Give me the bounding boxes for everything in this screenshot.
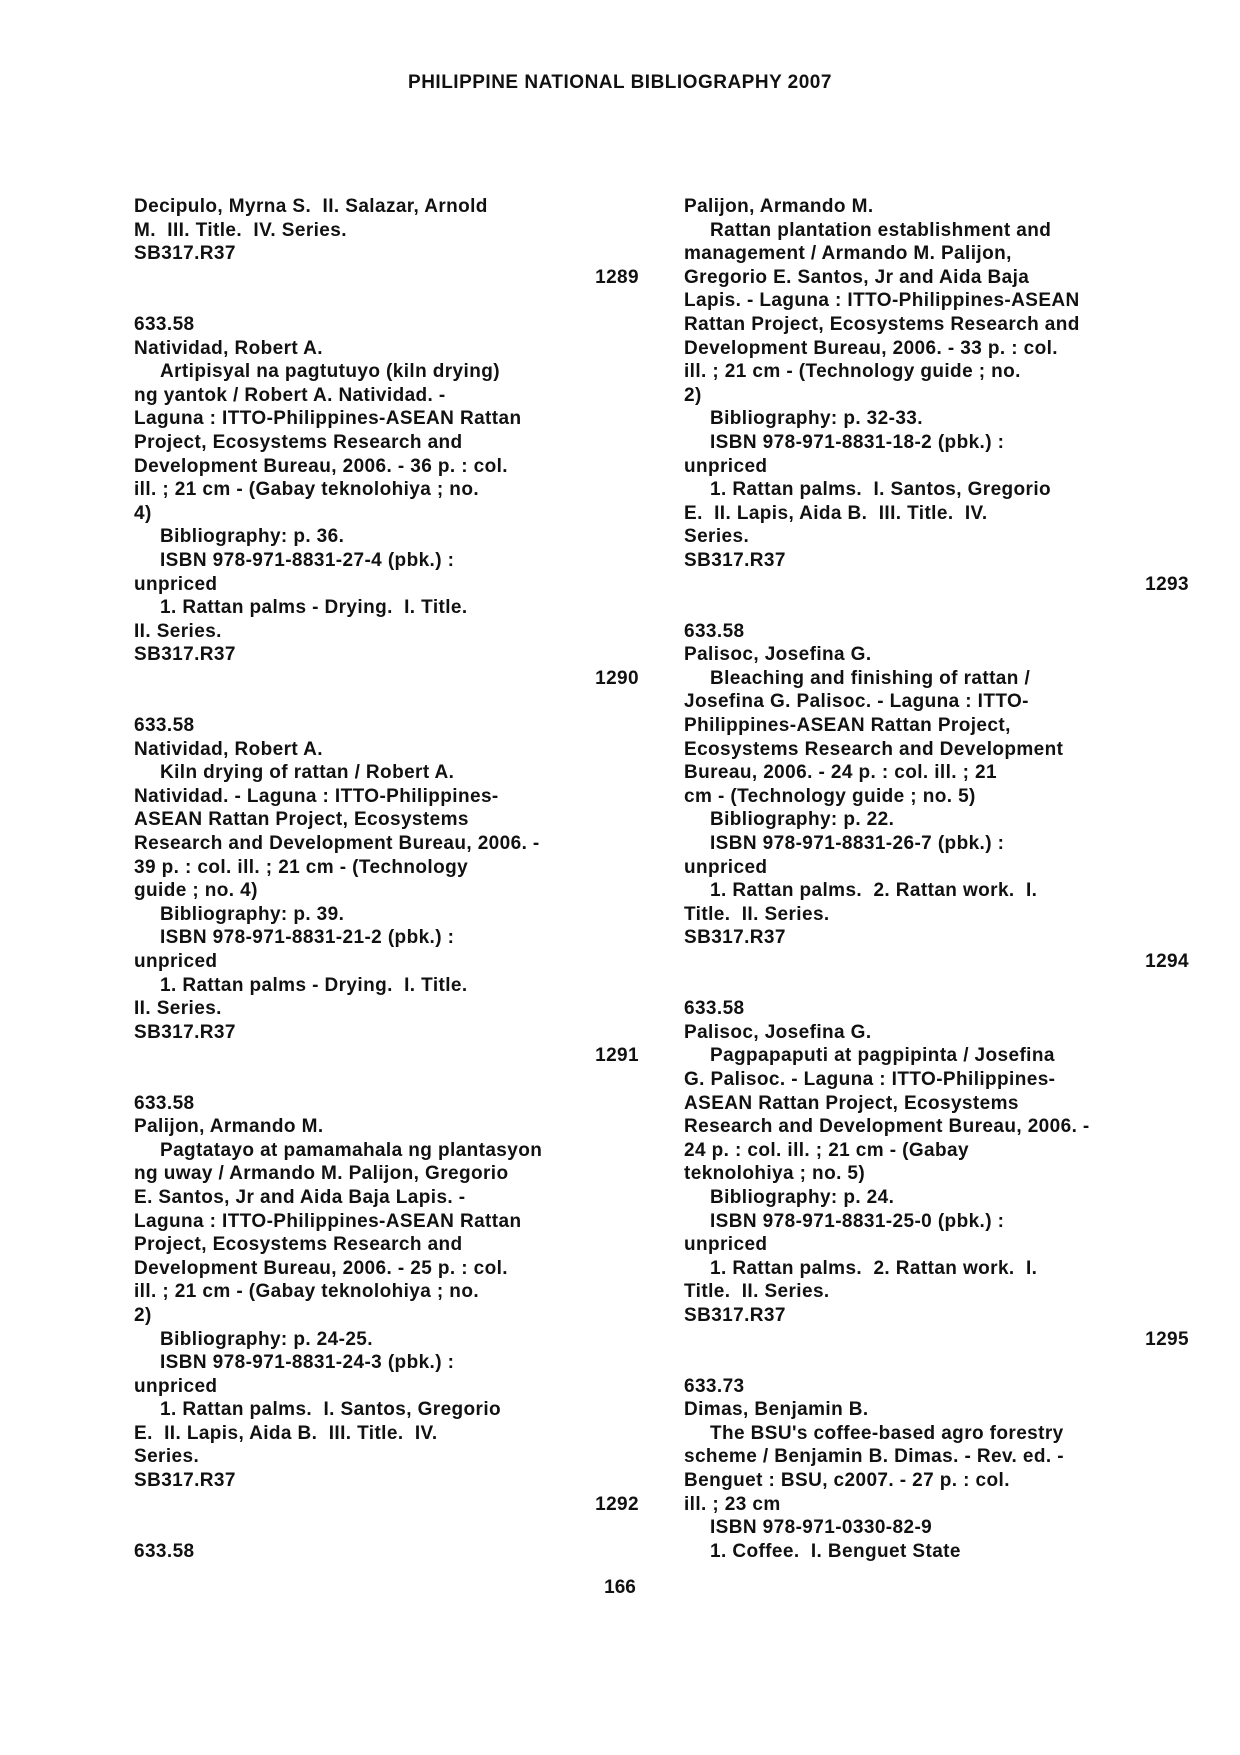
entry-line: Rattan Project, Ecosystems Research and [684,313,1080,335]
entry-line: teknolohiya ; no. 5) [684,1163,866,1185]
entry-line: ISBN 978-971-0330-82-9 [710,1517,933,1539]
entry-line: Bibliography: p. 24-25. [160,1328,373,1350]
entry-line: ill. ; 23 cm [684,1493,781,1515]
entry-line: 633.73 [684,1375,745,1397]
entry-line: SB317.R37 [134,1021,236,1043]
entry-line: SB317.R37 [684,1304,786,1326]
entry-line: ill. ; 21 cm - (Gabay teknolohiya ; no. [134,479,480,501]
entry-line: The BSU's coffee-based agro forestry [710,1422,1064,1444]
entry-line: ISBN 978-971-8831-21-2 (pbk.) : [160,927,455,949]
entry-line: ISBN 978-971-8831-27-4 (pbk.) : [160,549,455,571]
entry-line: Palisoc, Josefina G. [684,1021,872,1043]
blank-line [134,289,639,313]
left-column [134,195,639,1563]
entry-line: unpriced [134,573,218,595]
entry-line: 2) [684,384,702,406]
entry-line: 1. Rattan palms. 2. Rattan work. I. [710,1257,1038,1279]
entry-line: Palisoc, Josefina G. [684,644,872,666]
entry-line: Bibliography: p. 39. [160,903,345,925]
entry-line: Bureau, 2006. - 24 p. : col. ill. ; 21 [684,762,997,784]
entry-line: Title. II. Series. [684,903,830,925]
entry-line: Dimas, Benjamin B. [684,1399,869,1421]
entry-line: Project, Ecosystems Research and [134,1234,463,1256]
blank-line [134,1068,639,1092]
entry-line: 1. Coffee. I. Benguet State [710,1540,961,1562]
entry-line: 633.58 [134,313,195,335]
entry-number: 1292 [595,1493,639,1515]
entry-line: Development Bureau, 2006. - 36 p. : col. [134,455,508,477]
entry-line: 1. Rattan palms - Drying. I. Title. [160,974,468,996]
entry-line: II. Series. [134,998,222,1020]
entry-line: Development Bureau, 2006. - 25 p. : col. [134,1257,508,1279]
entry-line: II. Series. [134,620,222,642]
entry-line: ill. ; 21 cm - (Gabay teknolohiya ; no. [134,1281,480,1303]
entry-line: Palijon, Armando M. [134,1116,324,1138]
entry-line: Bleaching and finishing of rattan / [710,667,1031,689]
entry-line: Kiln drying of rattan / Robert A. [160,762,455,784]
entry-line: 4) [134,502,152,524]
entry-number: 1289 [595,266,639,288]
entry-line: Bibliography: p. 32-33. [710,408,923,430]
blank-line [684,974,1189,998]
entry-line: scheme / Benjamin B. Dimas. - Rev. ed. - [684,1446,1064,1468]
entry-number: 1290 [595,667,639,689]
entry-line: Natividad, Robert A. [134,738,323,760]
entry-line: Bibliography: p. 22. [710,809,895,831]
entry-line: Lapis. - Laguna : ITTO-Philippines-ASEAN [684,290,1080,312]
blank-line [134,1516,639,1540]
page-number: 166 [604,1577,636,1598]
entry-line: ng uway / Armando M. Palijon, Gregorio [134,1163,509,1185]
entry-line: 633.58 [684,998,745,1020]
entry-line: Rattan plantation establishment and [710,219,1052,241]
entry-line: 1. Rattan palms. I. Santos, Gregorio [710,479,1052,501]
entry-line: Palijon, Armando M. [684,196,874,217]
entry-line: Decipulo, Myrna S. II. Salazar, Arnold [134,196,488,217]
entry-line: Research and Development Bureau, 2006. - [684,1116,1090,1138]
entry-line: Series. [684,526,750,548]
entry-line: cm - (Technology guide ; no. 5) [684,785,976,807]
page-header: PHILIPPINE NATIONAL BIBLIOGRAPHY 2007 [408,72,832,93]
entry-line: Bibliography: p. 36. [160,526,345,548]
entry-line: guide ; no. 4) [134,880,258,902]
entry-line: E. Santos, Jr and Aida Baja Lapis. - [134,1186,466,1208]
entry-line: Pagpapaputi at pagpipinta / Josefina [710,1045,1055,1067]
entry-line: ng yantok / Robert A. Natividad. - [134,384,446,406]
entry-line: 24 p. : col. ill. ; 21 cm - (Gabay [684,1139,969,1161]
entry-line: Philippines-ASEAN Rattan Project, [684,715,1011,737]
entry-line: ISBN 978-971-8831-18-2 (pbk.) : [710,431,1005,453]
right-column [684,195,1189,1563]
entry-number: 1295 [1145,1328,1189,1350]
entry-line: 2) [134,1304,152,1326]
entry-line: Ecosystems Research and Development [684,738,1064,760]
entry-line: Natividad. - Laguna : ITTO-Philippines- [134,785,499,807]
entry-line: G. Palisoc. - Laguna : ITTO-Philippines- [684,1068,1056,1090]
blank-line [134,690,639,714]
entry-line: SB317.R37 [134,1470,236,1492]
entry-line: 633.58 [134,715,195,737]
entry-line: Artipisyal na pagtutuyo (kiln drying) [160,361,500,383]
entry-line: Research and Development Bureau, 2006. - [134,833,540,855]
entry-line: Series. [134,1446,200,1468]
entry-line: Natividad, Robert A. [134,337,323,359]
entry-line: E. II. Lapis, Aida B. III. Title. IV. [684,502,988,524]
entry-line: Title. II. Series. [684,1281,830,1303]
blank-line [684,1351,1189,1375]
entry-line: M. III. Title. IV. Series. [134,219,347,241]
entry-line: Benguet : BSU, c2007. - 27 p. : col. [684,1470,1010,1492]
entry-line: unpriced [134,1375,218,1397]
entry-line: 633.58 [684,620,745,642]
entry-line: 1. Rattan palms - Drying. I. Title. [160,597,468,619]
entry-line: unpriced [134,951,218,972]
entry-line: ISBN 978-971-8831-25-0 (pbk.) : [710,1210,1005,1232]
entry-line: ASEAN Rattan Project, Ecosystems [684,1092,1019,1114]
entry-line: Gregorio E. Santos, Jr and Aida Baja [684,266,1030,288]
entry-line: 1. Rattan palms. I. Santos, Gregorio [160,1399,502,1421]
entry-line: ISBN 978-971-8831-26-7 (pbk.) : [710,833,1005,855]
entry-number: 1293 [1145,573,1189,595]
entry-line: 633.58 [134,1092,195,1114]
entry-line: SB317.R37 [134,243,236,265]
entry-line: 1. Rattan palms. 2. Rattan work. I. [710,880,1038,902]
entry-line: Project, Ecosystems Research and [134,431,463,453]
entry-line: ASEAN Rattan Project, Ecosystems [134,809,469,831]
entry-line: Bibliography: p. 24. [710,1186,895,1208]
entry-line: ill. ; 21 cm - (Technology guide ; no. [684,361,1021,383]
blank-line [684,596,1189,620]
entry-line: E. II. Lapis, Aida B. III. Title. IV. [134,1422,438,1444]
entry-line: Josefina G. Palisoc. - Laguna : ITTO- [684,691,1029,713]
entry-line: SB317.R37 [684,549,786,571]
entry-line: Pagtatayo at pamamahala ng plantasyon [160,1139,543,1161]
entry-line: Laguna : ITTO-Philippines-ASEAN Rattan [134,408,522,430]
entry-line: unpriced [684,455,768,477]
entry-line: SB317.R37 [134,644,236,666]
entry-line: 39 p. : col. ill. ; 21 cm - (Technology [134,856,469,878]
entry-line: management / Armando M. Palijon, [684,243,1012,265]
entry-line: Development Bureau, 2006. - 33 p. : col. [684,337,1058,359]
entry-line: ISBN 978-971-8831-24-3 (pbk.) : [160,1352,455,1374]
entry-line: 633.58 [134,1540,195,1562]
entry-line: Laguna : ITTO-Philippines-ASEAN Rattan [134,1210,522,1232]
entry-line: unpriced [684,1234,768,1256]
entry-number: 1291 [595,1045,639,1067]
entry-line: SB317.R37 [684,927,786,949]
entry-line: unpriced [684,856,768,878]
entry-number: 1294 [1145,951,1189,972]
